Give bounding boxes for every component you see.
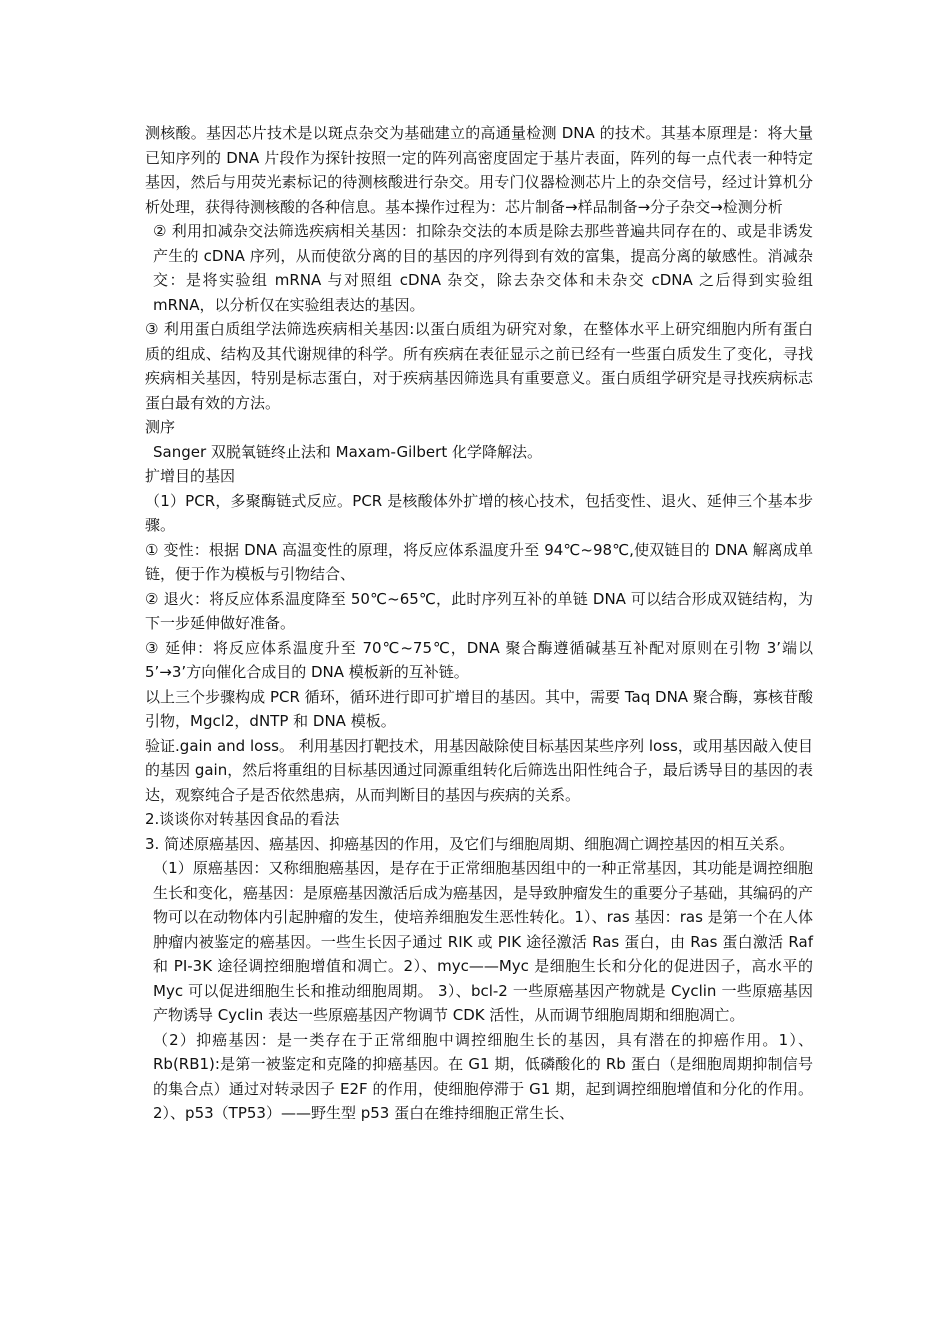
document-page	[145, 121, 813, 1126]
heading-sequencing: 测序	[145, 418, 176, 436]
paragraph-tumor-suppressors: （2）抑癌基因：是一类存在于正常细胞中调控细胞生长的基因，具有潜在的抑癌作用。1）、Rb(RB1):是第一被鉴定和克隆的抑癌基因。在 G1 期，低磷酸化的 Rb 蛋白（是细胞周期抑制信号的集合点）通过对转录因子 E2F 的作用，使细胞停滞于 G1 期，起到调控细胞增值和分化的作用。 2）、p53（TP53）——野生型 p53 蛋白在维持细胞正常生长、	[153, 1030, 813, 1122]
paragraph-oncogenes: （1）原癌基因：又称细胞癌基因，是存在于正常细胞基因组中的一种正常基因，其功能是调控细胞生长和变化，癌基因：是原癌基因激活后成为癌基因，是导致肿瘤发生的重要分子基础，其编码的产物可以在动物体内引起肿瘤的发生，使培养细胞发生恶性转化。1）、ras 基因：ras 是第一个在人体肿瘤内被鉴定的癌基因。一些生长因子通过 RIK 或 PIK 途径激活 Ras 蛋白，由 Ras 蛋白激活 Raf 和 PI-3K 途径调控细胞增值和凋亡。2）、myc——Myc 是细胞生长和分化的促进因子，高水平的 Myc 可以促进细胞生长和推动细胞周期。 3）、bcl-2 一些原癌基因产物就是 Cyclin 一些原癌基因产物诱导 Cyclin 表达一些原癌基因产物调节 CDK 活性，从而调节细胞周期和细胞凋亡。	[153, 859, 814, 1024]
paragraph-pcr-cycle: 以上三个步骤构成 PCR 循环，循环进行即可扩增目的基因。其中，需要 Taq DNA 聚合酶，寡核苷酸引物，Mgcl2，dNTP 和 DNA 模板。	[145, 687, 813, 730]
question-3: 3. 简述原癌基因、癌基因、抑癌基因的作用，及它们与细胞周期、细胞凋亡调控基因的相互关系。	[145, 834, 795, 853]
paragraph-proteomics: ③ 利用蛋白质组学法筛选疾病相关基因:以蛋白质组为研究对象，在整体水平上研究细胞内所有蛋白质的组成、结构及其代谢规律的科学。所有疾病在表征显示之前已经有一些蛋白质发生了变化，寻找疾病相关基因，特别是标志蛋白，对于疾病基因筛选具有重要意义。蛋白质组学研究是寻找疾病标志蛋白最有效的方法。	[145, 320, 813, 412]
paragraph-sequencing-methods: Sanger 双脱氧链终止法和 Maxam-Gilbert 化学降解法。	[153, 442, 542, 461]
question-2: 2.谈谈你对转基因食品的看法	[145, 810, 340, 828]
heading-amplification: 扩增目的基因	[145, 467, 236, 485]
paragraph-annealing: ② 退火：将反应体系温度降至 50℃~65℃，此时序列互补的单链 DNA 可以结合形成双链结构，为下一步延伸做好准备。	[145, 589, 813, 632]
paragraph-denaturation: ① 变性：根据 DNA 高温变性的原理，将反应体系温度升至 94℃~98℃,使双链目的 DNA 解离成单链，便于作为模板与引物结合、	[145, 540, 813, 583]
paragraph-subtractive-hybridization: ② 利用扣减杂交法筛选疾病相关基因：扣除杂交法的本质是除去那些普遍共同存在的、或是非诱发产生的 cDNA 序列，从而使欲分离的目的基因的序列得到有效的富集，提高分离的敏感性。消减杂交：是将实验组 mRNA 与对照组 cDNA 杂交，除去杂交体和未杂交 cDNA 之后得到实验组 mRNA，以分析仅在实验组表达的基因。	[153, 222, 813, 314]
paragraph-verification: 验证.gain and loss。 利用基因打靶技术，用基因敲除使目标基因某些序列 loss，或用基因敲入使目的基因 gain，然后将重组的目标基因通过同源重组转化后筛选出阳性纯合子，最后诱导目的基因的表达，观察纯合子是否依然患病，从而判断目的基因与疾病的关系。	[145, 736, 813, 804]
paragraph-extension: ③ 延伸：将反应体系温度升至 70℃~75℃，DNA 聚合酶遵循碱基互补配对原则在引物 3’端以 5’→3’方向催化合成目的 DNA 模板新的互补链。	[145, 638, 813, 681]
paragraph-gene-chip: 测核酸。基因芯片技术是以斑点杂交为基础建立的高通量检测 DNA 的技术。其基本原理是：将大量已知序列的 DNA 片段作为探针按照一定的阵列高密度固定于基片表面，阵列的每一点代表一种特定基因，然后与用荧光素标记的待测核酸进行杂交。用专门仪器检测芯片上的杂交信号，经过计算机分析处理，获得待测核酸的各种信息。基本操作过程为：芯片制备→样品制备→分子杂交→检测分析	[145, 124, 813, 216]
paragraph-pcr: （1）PCR，多聚酶链式反应。PCR 是核酸体外扩增的核心技术，包括变性、退火、延伸三个基本步骤。	[145, 491, 813, 534]
